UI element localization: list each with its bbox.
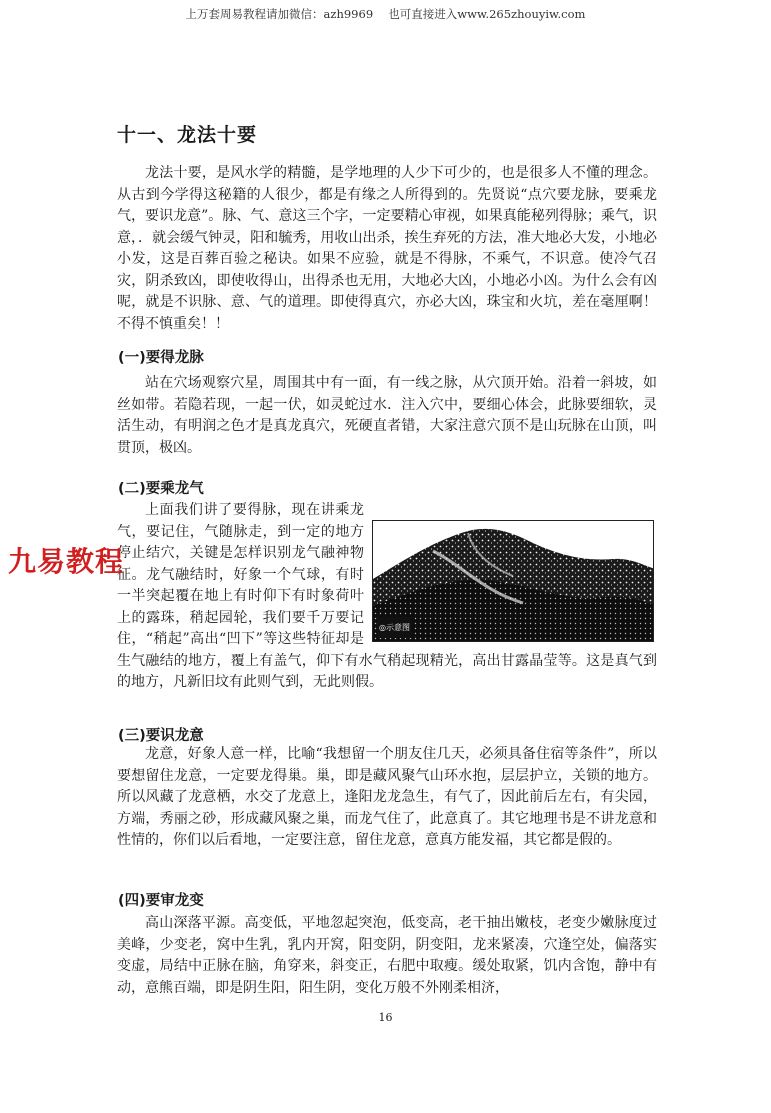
mountain-illustration	[373, 521, 654, 642]
section-heading-1: (一)要得龙脉	[118, 350, 204, 366]
section-2-paragraph: 上面我们讲了要得脉，现在讲乘龙气，要记住，气随脉走，到一定的地方停止结穴，关键是怎样识别龙气融神物征。龙气融结时，好象一个气球，有时一半突起覆在地上有时仰下有时象荷叶上的露珠，稍起园轮，我们要千万要记住，“稍起”高出“凹下”等这些特征却是生气融结的地方，覆上有盖气，仰下有水气稍起现精光，高出甘露晶莹等。这是真气到的地方，凡新旧坟有此则气到，无此则假。	[117, 502, 657, 690]
section-heading-2: (二)要乘龙气	[118, 481, 204, 497]
section-3-paragraph: 龙意，好象人意一样，比喻“我想留一个朋友住几天，必须具备住宿等条件”，所以要想留住龙意，一定要龙得巢。巢，即是藏风聚气山环水抱，层层护立，关锁的地方。所以风藏了龙意栖，水交了龙意上，逢阳龙龙急生，有气了，因此前后左右，有尖园，方端，秀丽之砂，形成藏风聚之巢，而龙气住了，此意真了。其它地理书是不讲龙意和性情的，你们以后看地，一定要注意，留住龙意，意真方能发福，其它都是假的。	[117, 746, 657, 848]
section-heading-4: (四)要审龙变	[118, 893, 204, 909]
image-caption: ◎示意图	[377, 617, 412, 639]
section-4-block	[117, 913, 657, 999]
section-1-paragraph: 站在穴场观察穴星，周围其中有一面，有一线之脉，从穴顶开始。沿着一斜坡，如丝如带。若隐若现，一起一伏，如灵蛇过水．注入穴中，要细心体会，此脉要细软，灵活生动，有明润之色才是真龙真穴，死硬直者错，大家注意穴顶不是山玩脉在山顶，叫贯顶，极凶。	[117, 375, 657, 456]
section-3-block	[117, 744, 657, 852]
section-4-paragraph: 高山深落平源。高变低，平地忽起突泡，低变高，老干抽出嫩枝，老变少嫩脉度过美峰，少变老，窝中生乳，乳内开窝，阳变阴，阴变阳，龙来紧凑，穴逢空处，偏落实变虚，局结中正脉在脑，角穿来，斜变正，右肥中取瘦。缓处取紧，饥内含饱，静中有动，意熊百端，即是阴生阳，阳生阴，变化万般不外刚柔相济，	[117, 915, 657, 996]
section-1-block	[117, 373, 657, 459]
section-heading-3: (三)要识龙意	[118, 728, 204, 744]
page-number: 16	[378, 1011, 393, 1024]
intro-paragraph: 龙法十要，是风水学的精髓，是学地理的人少下可少的，也是很多人不懂的理念。从古到今学得这秘籍的人很少，都是有缘之人所得到的。先贤说“点穴要龙脉，要乘龙气，要识龙意”。脉、气、意这三个字，一定要精心审视，如果真能秘列得脉；乘气，识意，．就会缓气钟灵，阳和毓秀，用收山出杀，挨生弃死的方法，准大地必大发，小地必小发，这是百葬百验之秘诀。如果不应验，就是不得脉，不乘气，不识意。使冷气召灾，阴杀致凶，即使收得山，出得杀也无用，大地必大凶，小地必小凶。为什么会有凶呢，就是不识脉、意、气的道理。即使得真穴，亦必大凶，珠宝和火坑，差在毫厘啊！不得不慎重矣！！	[117, 165, 657, 332]
chapter-title: 十一、龙法十要	[117, 124, 258, 146]
page-header: 上万套周易教程请加微信：azh9969 也可直接进入www.265zhouyiw.com	[185, 7, 586, 21]
intro-block	[117, 163, 657, 335]
watermark-logo: 九易教程	[8, 545, 125, 578]
mountain-ridge-image	[372, 520, 654, 642]
section-2-block	[117, 500, 657, 694]
